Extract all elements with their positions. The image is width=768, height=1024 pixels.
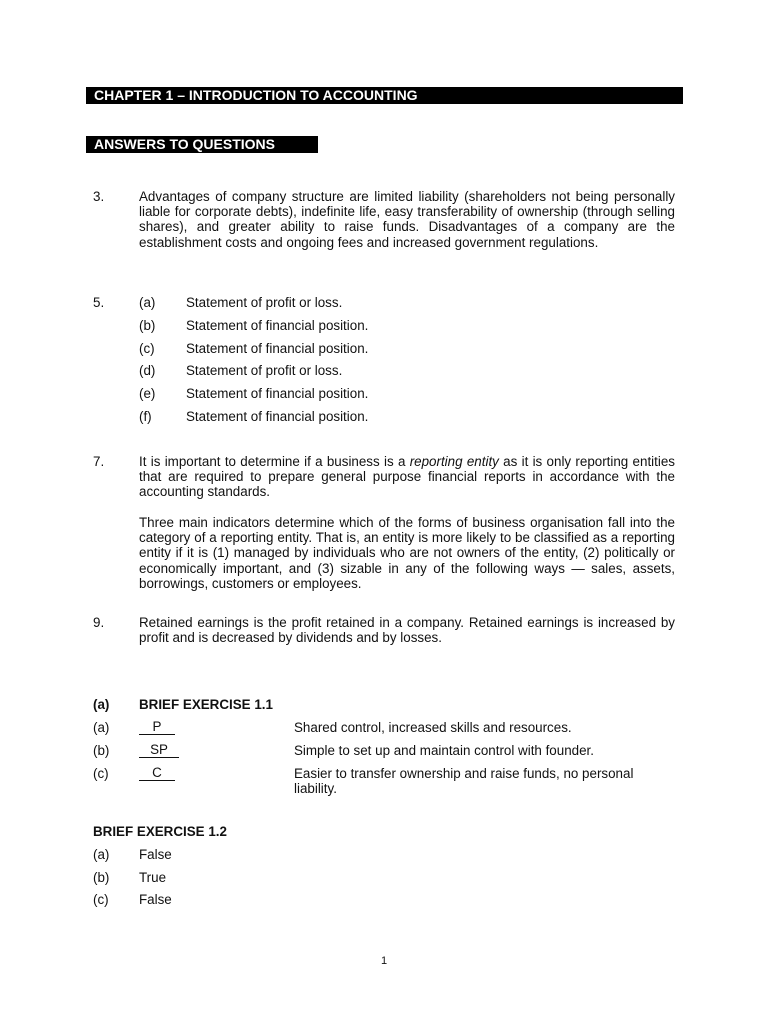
answer-5-label-e: (e) xyxy=(139,386,156,401)
answer-5-text-c: Statement of financial position. xyxy=(186,341,369,356)
answer-5-label-c: (c) xyxy=(139,341,155,356)
be12-text-c: False xyxy=(139,892,172,907)
chapter-title-bar xyxy=(86,87,683,104)
answer-7-p1-before: It is important to determine if a business is a xyxy=(139,454,410,469)
answer-7-p1-after: as it is only reporting entities that are required to prepare general purpose financial reports in accordance with the accounting standards. xyxy=(139,454,675,500)
answer-5-label-a: (a) xyxy=(139,295,156,310)
be12-label-a: (a) xyxy=(93,847,110,862)
section-title: ANSWERS TO QUESTIONS xyxy=(94,136,275,152)
answer-5-text-a: Statement of profit or loss. xyxy=(186,295,343,310)
answer-7-paragraph-2: Three main indicators determine which of the forms of business organisation fall into the category of a reporting entity. That is, an entity is more likely to be classified as a reporting entity if it is (1) managed by individuals who are not owners of the entity, (2) politically or economically important, and (3) sizable in any of the following ways — sales, assets, borrowings, customers or employees. xyxy=(139,515,675,591)
question-number-9: 9. xyxy=(93,615,105,630)
be11-label-b: (b) xyxy=(93,743,110,758)
be11-text-c: Easier to transfer ownership and raise funds, no personal liability. xyxy=(294,766,634,797)
be11-label-c: (c) xyxy=(93,766,109,781)
be11-text-b: Simple to set up and maintain control with founder. xyxy=(294,743,594,758)
answer-5-text-d: Statement of profit or loss. xyxy=(186,363,343,378)
answer-9-text: Retained earnings is the profit retained in a company. Retained earnings is increased by profit and is decreased by dividends and by losses. xyxy=(139,615,675,646)
answer-3-text: Advantages of company structure are limited liability (shareholders not being personally liable for corporate debts), indefinite life, easy transferability of ownership (through selling shares), and greater ability to raise funds. Disadvantages of a company are the establishment costs and ongoing fees and increased government regulations. xyxy=(139,189,675,250)
chapter-title: CHAPTER 1 – INTRODUCTION TO ACCOUNTING xyxy=(94,87,418,103)
answer-7-paragraph-1 xyxy=(139,454,675,500)
be11-label-a: (a) xyxy=(93,720,110,735)
page-number: 1 xyxy=(380,955,388,967)
answer-5-text-e: Statement of financial position. xyxy=(186,386,369,401)
be11-answer-a: P xyxy=(139,720,175,735)
answer-5-label-b: (b) xyxy=(139,318,156,333)
be12-label-c: (c) xyxy=(93,892,109,907)
question-number-3: 3. xyxy=(93,189,105,204)
answer-5-text-b: Statement of financial position. xyxy=(186,318,369,333)
answer-5-label-d: (d) xyxy=(139,363,156,378)
answer-5-label-f: (f) xyxy=(139,409,152,424)
answer-5-text-f: Statement of financial position. xyxy=(186,409,369,424)
answer-7-p1-italic: reporting entity xyxy=(409,454,499,469)
be11-answer-c: C xyxy=(139,766,175,781)
be12-label-b: (b) xyxy=(93,870,110,885)
brief-exercise-1-2-title: BRIEF EXERCISE 1.2 xyxy=(93,824,227,839)
brief-exercise-1-1-prefix: (a) xyxy=(93,697,110,712)
be12-text-b: True xyxy=(139,870,167,885)
section-title-bar xyxy=(86,136,318,153)
be12-text-a: False xyxy=(139,847,172,862)
question-number-7: 7. xyxy=(93,454,105,469)
be11-answer-b: SP xyxy=(139,743,179,758)
brief-exercise-1-1-title: BRIEF EXERCISE 1.1 xyxy=(139,697,273,712)
be11-text-a: Shared control, increased skills and resources. xyxy=(294,720,572,735)
question-number-5: 5. xyxy=(93,295,105,310)
